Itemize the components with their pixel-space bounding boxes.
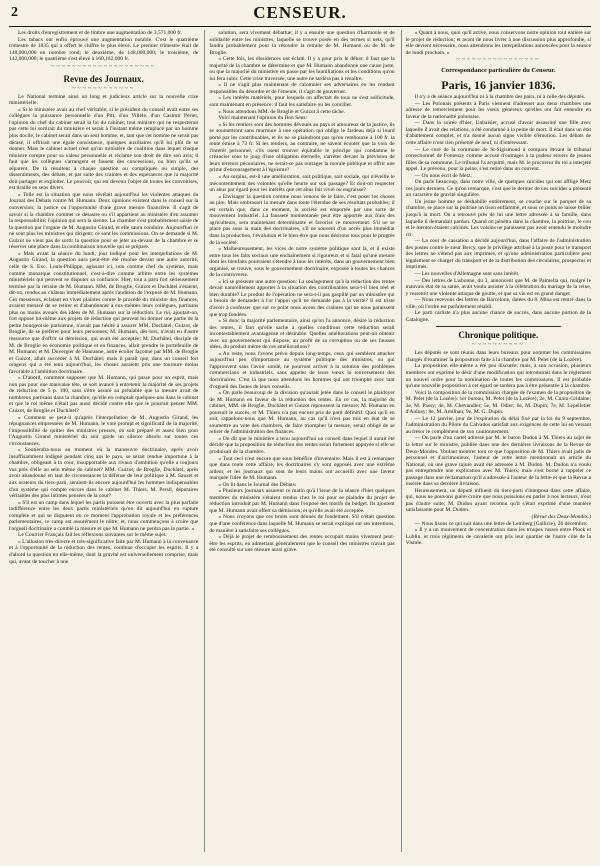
paragraph: » Mais avant la séance du lundi, jour indiqué pour les interpellations de M. Augustin Girand, la question aura peut-être été résolue devant une autre autorité, celle de S. Exc. Louis-Philippe, agissant ici, non comme chef du système, mais comme monarque constitutionnel, c'est-à-dire comme arbitre entre les systèmes ministériels qui peuvent se disputer sa confiance. Hier, tout a paru fort sérieusement terminé par la retraite de M. Humann. MM. de Broglie, Guizot et Duchâtel s'étaient, dit-on, rendus au château immédiatement après l'audition de l'exposé de M. Humann. Ces messieurs, éclatant en vives plaintes contre le procédé du ministre des finances, avaient menacé de se retirer et d'abandonner à eux-mêmes leurs collègues, partisans plus ou moins avoués des idées de M. Humann sur la réduction. Le roi, ajoutait-on, fort opposé lui-même aux projets de réduction qui peuvent lui donner une partie de la petite bourgeoisie parisienne, n'avait pas hésité à assurer MM. Duchâtel, Guizot, de Broglie, de se préférer pour leurs personnes; M. Humann, dès-lors, n'avait eu d'autre ressource que d'offrir sa démission, qui avait été acceptée; M. Duchâtel, disciple de M. de Broglie en économie politique et en finances, allait prendre le portefeuille de M. Humann; et M. Duvergier de Hauranne, autre écolier façonné par MM. de Broglie et Guizot, allait succéder à M. Duchâtel; mais il paraît que, dans un conseil fort orageux qui a été tenu aujourd'hui, les choses auraient pris une tournure moins favorable à l'ambition doctrinaire. <box>9 250 199 375</box>
divider-rule <box>436 326 561 327</box>
paragraph: « Il y a un mouvement de concentration dans les troupes russes entre Plock et Lublin, et trois régiments de cavalerie ont pris leur quartier de l'autre côté de la Vistule. <box>405 527 591 547</box>
paragraph: Le National termine ainsi un long et judicieux article sur la nouvelle crise ministérielle: <box>9 93 199 107</box>
paragraph: » Déjà le projet de remboursement des rentes occupait moins vivement peut-être les esprits; en admettant généralement que le conseil des ministres n'avait pas été consulté sur une mesure aussi grave. <box>209 534 395 554</box>
paragraph: » On dit que le ministère a tenu aujourd'hui un conseil dans lequel il aurait été décidé que la proposition de réduction des rentes serait fortement appuyée si elle se produisait de la chambre. <box>209 435 395 455</box>
dateline-heading: Paris, 16 janvier 1836. <box>441 78 556 93</box>
paragraph: — Nous recevons des lettres de Barcelone, datées du 8. Mina est rentré dans la ville, où l'ordre est parfaitement rétabli. <box>405 297 591 310</box>
paragraph: — La cour de cassation a décidé aujourd'hui, dans l'affaire de l'administration des postes contre le sieur Bercy, que le privilège attribué à la poste pour le transport des lettres ne s'étend pas aux imprimés, et qu'une administration particulière peut légalement se charger du transport et de la distribution des circulaires, prospectus et imprimés. <box>405 238 591 271</box>
paragraph: » Telle est la situation que nous révélait aujourd'hui les violentes attaques du Journal des Débats contre M. Humann. Deux opinions existent dans le conseil sur la conversion; la justice ou l'opportunité d'une grave mesure financière. Il s'agit de savoir si la chambre commet ce désastre ou s'il appartient au ministère d'en assumer la responsabilité; l'opinion qui sera la sienne. La chambre s'est probablement saisie de la question par l'organe de M. Augustin Girand, et elle saura conduire. Aujourd'hui ce ne sont plus les ministres qui dirigent; ce sont les commissions. On se demande si M. Guizot ne vient pas de sortir la question pour se jeter au-devant de la chambre et se réserver une place dans la combinaison nouvelle qui se prépare. <box>9 191 199 251</box>
paragraph: » Malheureusement, les vices de notre système politique sont là, et il existe entre tous les faits sociaux une enchaînement si rigoureux et si fatal qu'une mesure dont les bienfaits pourraient s'étendre à tous les intérêts, dans un gouvernement bien organisé, se trouve, sous le gouvernement doctrinaire, exposée à toutes les chances de la controverse. <box>209 246 395 279</box>
ornament-divider: ~~~~~~~~~~ <box>472 342 525 349</box>
paragraph: Les tabacs ont enfin éprouvé une augmentation notable. C'est le quatrième trimestre de 1835 qui a offert le chiffre le plus élevé. Le premier trimestre était de 148,000,000 en nombre rond; le deuxième, de 148,000,000; le troisième, de 142,000,000; le quatrième s'est élevé à 160,182,000 fr. <box>9 36 199 63</box>
paragraph: solution, sera vivement débattue; il y a ensuite une question d'harmonie et de solidarité entre les ministres, laquelle se trouve posée en des termes si nets, qu'il faudra probablement pour la résoudre la retraite de M. Humann ou de M. de Broglie. <box>209 30 395 56</box>
masthead <box>9 4 591 27</box>
paragraph: » Tout ceci n'est encore que sous bénéfice d'inventaire. Mais il est à remarquer que dans toute cette affaire, les doctrinaires s'y sont opposés avec une extrême ardeur, et les journaux qui sont de leurs mains ont accueilli avec une faveur marquée l'idée de M. Humann. <box>209 455 395 482</box>
paragraph: — On parle d'un cartel adressé par M. le baron Dudon à M. Thiers au sujet de la lettre sur le ministre, publiée dans une des dernières livraisons de la Revue de Deux-Mondes. Voulant montrer tout ce que l'opposition de M. Thiers avait jadis de personnel et d'acrimonieux, l'auteur de cette lettre mentionnait un article du National, où une grave injure avait été adressée à M. Dudon. M. Dudon n'a voulu pas entreprendre une explication avec M. Thiers; mais s'est borné à rappeler ce passage dans une réclamation qu'il a adressée à l'auteur de la lettre et que la Revue a insérée dans sa dernière livraison. <box>405 435 591 488</box>
source-citation: (Revue des Deux-Mondes.) <box>531 514 591 520</box>
paragraph: — Dans la soirée d'hier, Unbaisier, accusé d'avoir assassiné une fille avec laquelle il avait des relations, a été condamné à la peine de mort. Il était dans un état d'abattement complet, et n'a donné aucun signe visible d'émotion. Les débats de cette affaire n'ont rien présenté de neuf, ni d'intéressant. <box>405 120 591 147</box>
paragraph: — Les Polonais présents à Paris viennent d'adresser aux deux chambres une adresse de remerciement pour les vœux généreux qu'elles ont fait entendre en faveur de la nationalité polonaise. <box>405 100 591 120</box>
paragraph: Un jeune homme se déshabille entièrement, se couche sur le parquet de sa chambre, se place sur la poitrine un tison enflammé, et sous ce poids se laisse brûler jusqu'à la mort. On a retrouvé près de lui une lettre adressée à sa famille, dans laquelle il demandait pardon. Quand on pénétra dans la chambre, la poitrine, le cou et le menton étaient calcinés. Les voisins ne paraissent pas avoir entendu le moindre cri. <box>405 198 591 238</box>
paragraph: » Ici se présente une autre question: La soulagement qu'à la réduction des rentes devait naturellement apporter à la situation des contribuables sera-t-il bien réel et bien durable? Le produit de l'opération ne sera-t-il pas gaspillé par un ministère qui a besoin de demander à l'or l'appui qu'il ne demande pas à la vérité? Il est triste d'avoir à confesser que sur ce point nous avons des craintes qui ne nous paraissent que trop fondées. <box>209 278 395 318</box>
column-3 <box>401 30 591 852</box>
paragraph: La proposition elle-même a été peu discutée; mais, à son occasion, plusieurs membres ont exprimé le désir d'une modification qui introduirait dans le règlement un nouvel ordre pour la nomination de toutes les commissions. Il est probable qu'une nouvelle proposition à cet égard ne tardera pas à être présentée à la chambre. <box>405 363 591 390</box>
paragraph: Il n'y a de séance aujourd'hui ni à la chambre des pairs, ni à celle des députés. <box>414 94 586 101</box>
column-1 <box>9 30 198 852</box>
paragraph: Le parti carliste n'a plus aucune chance de succès, dans aucune portion de la Catalogne. <box>405 310 591 323</box>
paragraph: — Les nouvelles d'Allemagne sont sans intérêt. <box>414 270 520 277</box>
paragraph: » Envisager la question comme nous venons de le faire, c'est poser les choses au pire. Mais embrasser la mesure dans toute l'étendue de ses résultats probables; il est certain que, dans ce moment, la société est emportée par une sorte de mouvement industriel. La fausseté momentanée peut être apportée aux frais des agriculteurs, sera maintenant déterminante et favorise ce mouvement. S'il ne se place pas sous la main des doctrinaires, s'il ne souvent d'un accès plus immédiat dans la production, l'évolution et le bien-être que nous désirons tous pour le progrès de la société. <box>209 193 395 246</box>
paragraph: « Si les rentiers sont des hommes dévoués au pays et amoureux de la justice, ils se soumettront sans murmure à une opération qui oblige le fardeau déjà si lourd porté par les contribuables, et ils ne se plaindront pas qu'on rembourse à 100 fr. la rente émise à 73 fr. Si les rentiers, au contraire, ne savent écouter que la voix de l'intérêt personnel, s'ils osent trouver équitable le principe qui condamne le créancier sous le joug d'une obligation éternelle, s'arrêter devant la prévision de leurs terreurs pécuniaires, ne serait-ce pas outrager la morale publique et offrir une prime d'encouragement à l'égoïsme? <box>209 121 395 174</box>
paragraph: « Plusieurs journaux assurent ce matin qu'à l'issue de la séance d'hier quelques membres du ministère s'étaient rendus chez le roi pour se plaindre du projet de réduction introduit par M. Humann dans l'exposé des motifs du budget. Ils ajoutent que M. Humann avait offert sa démission, et qu'elle avait été acceptée. <box>209 488 395 514</box>
ornament-divider: ~~~~~~~~~~~~~~~~ <box>456 57 541 64</box>
paragraph: Heureusement, un député influent du tiers-parti s'interposa dans cette affaire, qui, nous ne pouvons guère croire que nous puissions en parler à nos lecteurs, n'eut pas d'autre suite; M. Dudon ayant reconnu qu'il s'était exprimé d'une manière satisfaisante pour M. Dudon. <box>405 487 591 514</box>
paragraph: » Quant à nous, quoi qu'il arrive, nous conservons notre opinion tout entière sur le projet de réduction; et avant de nous livrer à une discussion plus approfondie, si elle devient nécessaire, nous attendrons les interpellations annoncées pour la séance de lundi prochain. » <box>405 30 591 56</box>
paragraph: On parle beaucoup, dans notre ville, de quelques suicides qui ont affligé Metz ces jours derniers. Ce qu'on remarque, c'est que le dernier de ces suicides a présenté un caractère de gravité singulière. <box>405 179 591 199</box>
ornament-divider: ~~~~~~~~~~~~ <box>72 85 136 92</box>
paragraph: » Il ne s'agit plus maintenant de calomnier ses adversaires en les rendant responsables du désordre et de l'émeute, il s'agit de gouverner. <box>209 82 395 95</box>
column-2 <box>204 30 394 852</box>
paragraph: » Cette fois, les dissidences ont éclaté. Il y a pour prix le débat: il faut que la majorité de la chambre se détermine et que M. Humann abandonne une cause juste, ou que la majorité du ministère en passe par les humiliations et les conditions qu'on lui fera subir. Cette crise traversée, une autre ne tardera pas à renaître. <box>209 56 395 82</box>
paragraph: » Soutiendra-nous au moment où la manœuvre doctrinaire, après avoir insuffisamment indigné pendant cinq ans le pays, se serait rendue importune à la chambre, obligeant à la cour, insupportable aux rivaux d'ambition qu'elle a toujours vus près d'elle au sein même du cabinet? MM. Guizot, de Broglie, Duchâtel, après avoir abandonné en tant de circonstances la défense de leur politique à M. Sauzet et aux orateurs du tiers-parti, seraient-ils encore aujourd'hui les hommes indispensables d'un système qui compte encore dans le cabinet M. Thiers, M. Persil, députaires véritables des plus intimes pensées de la cour? <box>9 447 199 500</box>
section-heading-chronique: Chronique politique. <box>458 330 539 341</box>
paragraph: » Si donc la majorité parlementaire, ainsi qu'on l'a annoncé, désire la réduction des rentes, il faut qu'elle sache à quelles conditions cette réduction serait incontestablement avantageuse et désirable. Quelles améliorations peut-on obtenir avec un gouvernement qui dispose, au profit de sa corruption ou de ses fausses idées, du produit même de ces améliorations? <box>209 318 395 351</box>
paragraph: » D'abord, comment supposer que M. Humann, qui passe pour un esprit, mais non pas pour une mauvaise tête, se soit avancé à entretenir la majorité de ses projets de réduction de 5 p. 100, sans s'être assuré au préalable que la mesure avait de nombreux partisans dans la chambre, qu'elle en comptait quelques-uns dans le cabinet et que le roi même n'était pas aussi décidé contre elle que le pourrait penser MM. Guizot, de Broglie et Duchâtel? <box>9 375 199 414</box>
paragraph: » On lit dans le Journal des Débats: <box>218 481 297 488</box>
correspondence-heading: Correspondance particulière du Censeur. <box>441 67 556 75</box>
paragraph: » On parle beaucoup de la division qu'aurait jetée dans le conseil le plaidoyer de M. Humann en faveur de la réduction des rentes. En ce cas, la majorité du cabinet, MM. de Broglie, Duchâtel et Guizot repoussent la mesure; M. Humann en poursuit le succès, et M. Thiers n'a pas encore pris de parti définitif. Quoi qu'il en soit, rappelons-nous que M. Humann, au cas qu'il n'est pas mis en état de se soumettre au vote des chambres, de faire triompher la mesure, serait obligé de se retirer de l'administration des finances. <box>209 390 395 436</box>
paragraph: « Si le ministère avait au chef véritable; si le président du conseil avait entre ses collègues la puissance personnelle d'un Pitt, d'un Villèle, d'un Casimir Périer, l'opinion du chef du cabinet serait la loi du cabinet; tout ministre qui ne respecterait pas cette loi sortirait du ministère et serait à l'instant même remplacé par un homme plus docile; le cabinet serait dans un seul homme, et, tant que cet homme ne serait pas dérasé, il offrirait une égale consistance, quelques auxiliaires qu'il lui plût de se donner. Mais le cabinet actuel n'est qu'un ministère de coalition dans lequel chaque ministre compte pour sa valeur personnelle et réclame son droit de dire son avis; il faut que les collègues s'arrangent et fassent des concessions, ou bien qu'ils se séparent. De là résultent à chaque question ou compliquée ou simple, des dissentiments, des débats, et par suite des craintes et des espérances que la majorité doit partager et exploiter. Le pouvoir, qui est devenu l'objet de toutes les convoitises, est tiraillé en sens divers. <box>9 106 199 192</box>
paragraph: » Au reste, nous l'avons prévu depuis long-temps, ceux qui semblent attacher aujourd'hui peu d'importance au système politique des ministres, ou qui l'approuvent sans l'avoir sondé, ne pourront arriver à la solution des problèmes commerciaux et industriels, sans appeler de leurs vœux la renversement des doctrinaires. C'est là que nous attendons les hommes qui ont triomphé avec tant d'orgueil des fautes de leurs conseils. <box>209 350 395 390</box>
paragraph: Voici la composition de la commission chargée de l'examen de la proposition de M. Pelet (de la Lozère): 1er bureau, M. Pelet (de la Lozère); 2e, M. Cunin-Gridaine; 3e, M. Passy; 4e, M. Chevandier; 5e, M. Odier; 6e, M. Dupin; 7e, M. Lepelletier d'Aulnay; 8e, M. Amilhau; 9e, M. G. Dupin. <box>405 389 591 416</box>
paragraph: Voici maintenant l'opinion du Bon Sens: <box>218 115 308 122</box>
paragraph: « L'allusion très-directe et très-significative faite par M. Humann à la convenance et à l'opportunité de la réduction des rentes, continue d'occuper les esprits. Il y a d'abord la question en elle-même, dont la gravité est universellement comprise, mais qui, avant de toucher à une <box>9 538 199 565</box>
paragraph: » Au surplus, est-il une amélioration, soit politique, soit sociale, qui n'éveille le mécontentement des volontés qu'elle heurte sur son passage? Et doit-on respecter un abus par égard pour les intérêts que cet abus fait vivre ou engraisse? <box>209 174 395 194</box>
paragraph: Le Courrier Français fait les réflexions suivantes sur le même sujet: <box>18 532 167 539</box>
paragraph: — Le 12 janvier, jour de l'expiration du délai fixé par la loi du 9 septembre, l'administration du Pilote du Calvados satisfait aux exigences de cette loi en versant au trésor le complément de son cautionnement. <box>405 415 591 435</box>
paragraph: » Nous croyons que ces bruits sont dénués de fondement. S'il n'était question que d'une conférence dans laquelle M. Humann se serait expliqué sur ses intentions, de manière à satisfaire ses collègues. <box>209 514 395 534</box>
paragraph: » Nous attendons MM. de Broglie et Guizot à cette tâche. <box>218 108 346 115</box>
paragraph: — On nous écrit de Metz: <box>414 172 472 179</box>
page-number: 2 <box>11 5 18 20</box>
paragraph: » Les intérêts matériels, pour lesquels on affectait de tous ne s'est sollicitude, sont maintenant en présence: il faut les satisfaire ou les concilier. <box>209 95 395 109</box>
paragraph: Les droits d'enregistrement et de timbre une augmentation de 3,571,000 fr. <box>18 30 182 36</box>
paragraph: — Nous lisons ce qui suit dans une lettre de Lemberg (Gallicie), 26 décembre: <box>414 520 588 527</box>
paragraph: » Comment se peut-il qu'après l'interpellation de M. Augustin Girand, les répugnances empressées de M. Humann, le vote prompt et significatif de la majorité, l'impossibilité de quitter des ministres pressés, on soit préparé et assez bien pour l'Augustin Girand ministériel du soir garde un silence absolu sur toutes ces circonstances. <box>9 414 199 447</box>
paragraph: — Des lettres de Lisbonne, du 3, annoncent que M. de Palmella qui, malgré le mauvais état de sa santé, avait voulu assister à la célébration du mariage de la reine, y ressentit une violente attaque de goutte, et que sa vie est en grand danger. <box>405 277 591 297</box>
paragraph: Les députés se sont réunis dans leurs bureaux pour nommer les commissaires chargés d'examiner la proposition faite à la chambre par M. Pelet (de la Lozère). <box>405 350 591 363</box>
article-columns <box>9 30 591 852</box>
paragraph: » S'il est un camp dans lequel les partis puissent être ouverts avec la plus parfaite indifférence entre les deux partis ministériels qu'on dit aujourd'hui en rupture complète et qui se disputent en ce moment l'approbation royale et les préférences parlementaires, ce camp est assurément le nôtre; et, nous commençons à croire que l'orgueil doctrinaire a comblé la mesure et que M. Humann ne perdra pas la partie. » <box>9 499 199 532</box>
newspaper-page <box>9 4 591 856</box>
paragraph: — Le curé de la commune de St-Sigismond à comparu devant le tribunal correctionnel de Fontenay comme accusé d'outrages à la pudeur envers de jeunes filles de sa commune. Le tribunal l'a acquitté, mais M. le procureur du roi a interjeté appel. Le prévenu, pour la peine, s'est retiré dans un couvent. <box>405 146 591 173</box>
newspaper-title: CENSEUR. <box>253 3 347 22</box>
section-heading-revue: Revue des Journaux. <box>63 73 144 84</box>
ornament-divider: ~~~~~~~~~~~~~~~~~~~~ <box>51 63 157 70</box>
